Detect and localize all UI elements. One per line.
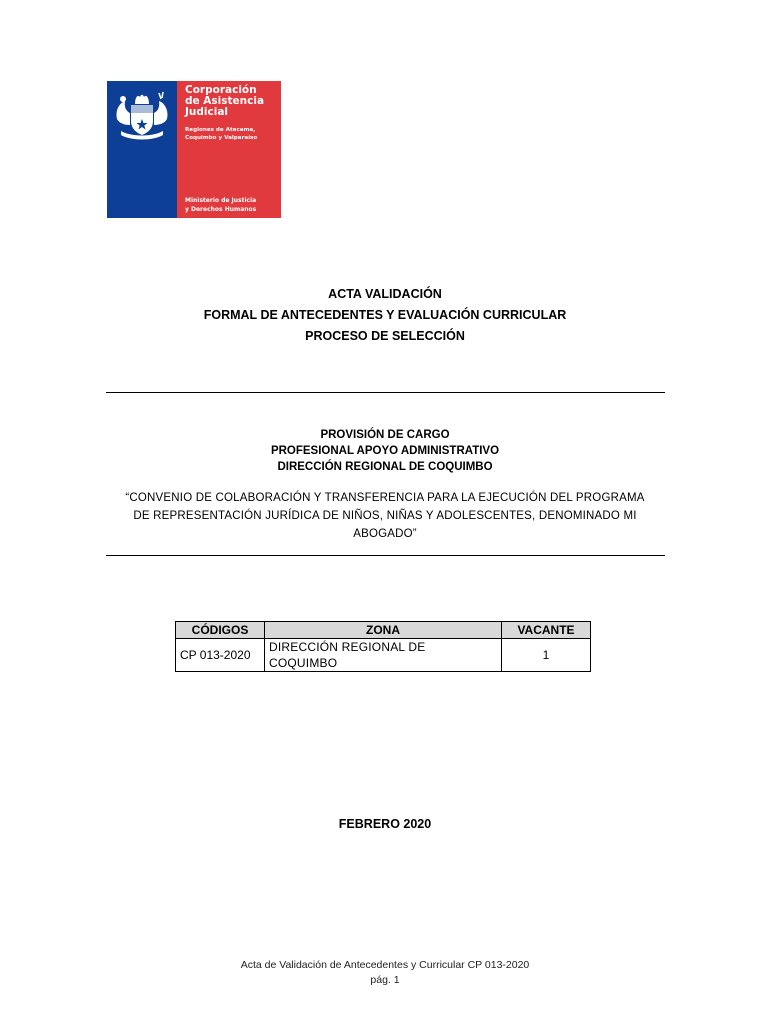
column-header-vacante: VACANTE <box>502 622 591 639</box>
heading-line-2: FORMAL DE ANTECEDENTES Y EVALUACIÓN CURRICULAR <box>203 308 567 322</box>
logo-text-panel <box>177 81 281 218</box>
table-row <box>176 639 591 672</box>
heading-line-1: ACTA VALIDACIÓN <box>328 287 442 301</box>
footer-title: Acta de Validación de Antecedentes y Curricular CP 013-2020 <box>240 959 530 971</box>
position-block <box>0 427 770 475</box>
logo-title: Corporación de Asistencia Judicial <box>185 84 265 118</box>
institution-logo <box>107 81 281 218</box>
document-heading <box>0 284 770 347</box>
logo-emblem-panel <box>107 81 177 218</box>
document-date: FEBRERO 2020 <box>338 817 432 831</box>
position-line-3: DIRECCIÓN REGIONAL DE COQUIMBO <box>277 461 493 473</box>
convenio-block <box>0 489 770 543</box>
divider-top <box>106 392 665 393</box>
position-line-1: PROVISIÓN DE CARGO <box>320 429 450 441</box>
divider-bottom <box>106 555 665 556</box>
convenio-line-3: ABOGADO” <box>353 528 417 540</box>
logo-regions: Regiones de Atacama, Coquimbo y Valparaíso <box>185 127 258 141</box>
cell-zona: DIRECCIÓN REGIONAL DE COQUIMBO <box>265 639 502 672</box>
codes-table <box>175 621 591 672</box>
column-header-zona: ZONA <box>265 622 502 639</box>
convenio-line-1: “CONVENIO DE COLABORACIÓN Y TRANSFERENCIA PARA LA EJECUCIÓN DEL PROGRAMA <box>125 492 645 504</box>
heading-line-3: PROCESO DE SELECCIÓN <box>305 329 465 343</box>
document-date-block <box>0 816 770 832</box>
page-footer <box>0 958 770 988</box>
position-line-2: PROFESIONAL APOYO ADMINISTRATIVO <box>270 445 500 457</box>
cell-vacante: 1 <box>502 639 591 672</box>
coat-of-arms-icon <box>111 85 173 145</box>
logo-ministry: Ministerio de Justicia y Derechos Humanos <box>185 197 257 213</box>
column-header-codigos: CÓDIGOS <box>176 622 265 639</box>
cell-codigo: CP 013-2020 <box>176 639 265 672</box>
convenio-line-2: DE REPRESENTACIÓN JURÍDICA DE NIÑOS, NIÑAS Y ADOLESCENTES, DENOMINADO MI <box>133 510 637 522</box>
table-header-row <box>176 622 591 639</box>
page-number: pág. 1 <box>370 974 400 986</box>
